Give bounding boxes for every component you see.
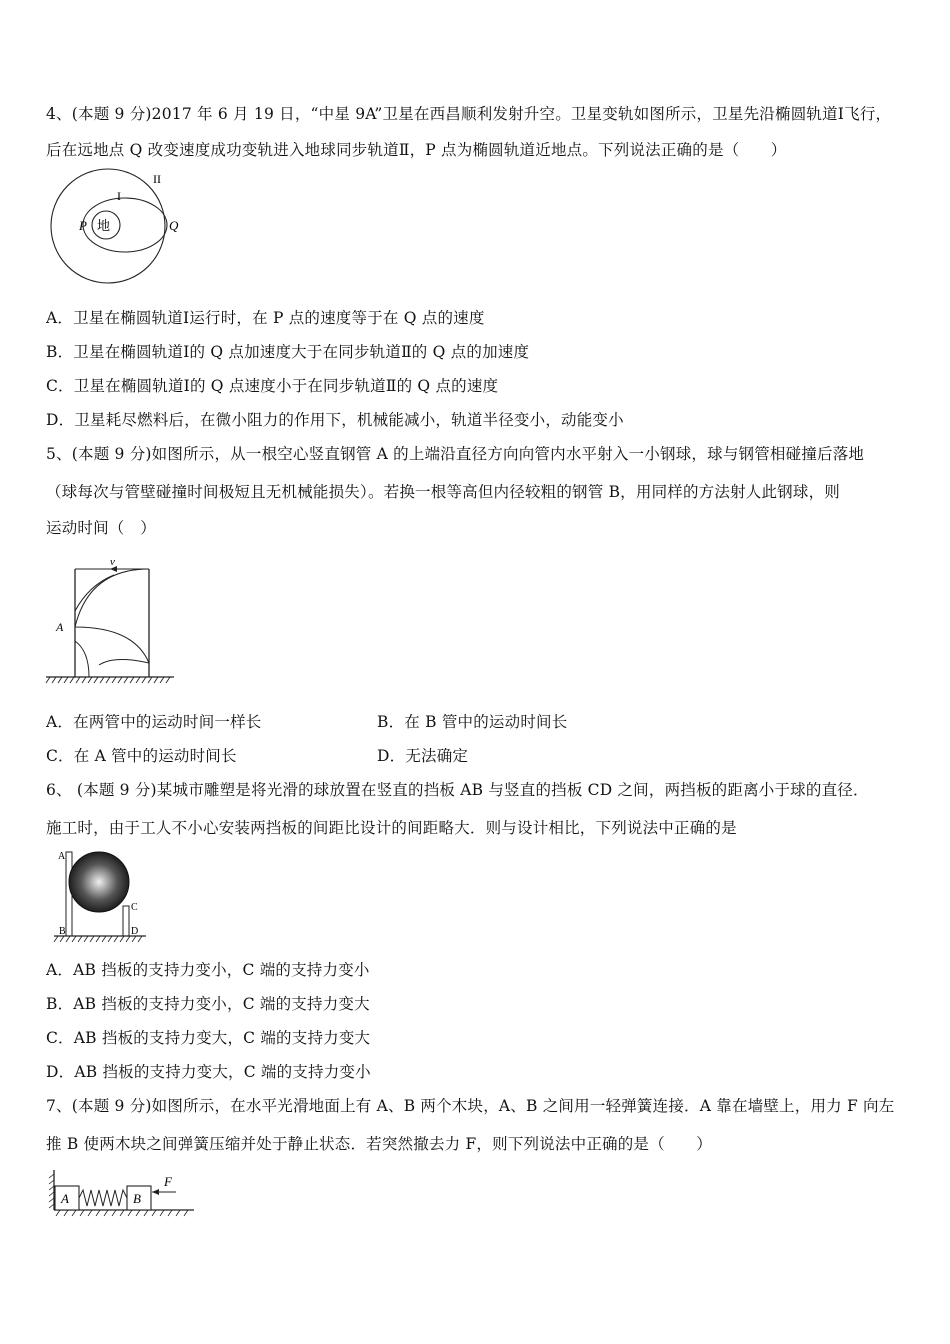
q7-stem-line1: 7、(本题 9 分)如图所示，在水平光滑地面上有 A、B 两个木块，A、B 之间用一轻弹簧连接．A 靠在墙壁上，用力 F 向左 (46, 1097, 895, 1115)
q6-option-a[interactable]: A．AB 挡板的支持力变小，C 端的支持力变小 (46, 961, 370, 979)
q5-stem-line3: 运动时间（ ） (46, 519, 156, 537)
velocity-label: v (110, 556, 115, 568)
wall-hatching (49, 1174, 54, 1208)
q4-stem-line1: 4、(本题 9 分)2017 年 6 月 19 日，“中星 9A”卫星在西昌顺利发射升空。卫星变轨如图所示，卫星先沿椭圆轨道Ⅰ飞行， (46, 105, 892, 123)
elliptical-orbit-i (83, 198, 167, 252)
q7-stem-line2: 推 B 使两木块之间弹簧压缩并处于静止状态．若突然撤去力 F，则下列说法中正确的是（ ） (46, 1135, 712, 1153)
q6-option-c[interactable]: C．AB 挡板的支持力变大，C 端的支持力变大 (46, 1029, 371, 1047)
q6-stem-line2: 施工时，由于工人不小心安装两挡板的间距比设计的间距略大．则与设计相比，下列说法中正确的是 (46, 819, 737, 837)
q5-stem-line1: 5、(本题 9 分)如图所示，从一根空心竖直钢管 A 的上端沿直径方向向管内水平射入一小钢球，球与钢管相碰撞后落地 (46, 445, 865, 463)
force-arrowhead (152, 1189, 159, 1195)
q4-option-a[interactable]: A．卫星在椭圆轨道Ⅰ运行时，在 P 点的速度等于在 Q 点的速度 (46, 309, 485, 327)
q5-stem-line2: （球每次与管壁碰撞时间极短且无机械能损失）。若换一根等高但内径较粗的钢管 B，用同样的方法射人此钢球，则 (46, 483, 840, 501)
plate-cd (123, 906, 129, 936)
q5-option-a[interactable]: A．在两管中的运动时间一样长 (46, 713, 262, 731)
q6-option-d[interactable]: D．AB 挡板的支持力变大，C 端的支持力变小 (46, 1063, 371, 1081)
orbit-i-label: I (117, 189, 121, 203)
point-q-label: Q (169, 218, 179, 233)
q7-spring-figure (48, 1166, 198, 1218)
block-a-label: A (61, 1191, 69, 1206)
q4-orbit-figure (44, 168, 194, 284)
q4-option-b[interactable]: B．卫星在椭圆轨道Ⅰ的 Q 点加速度大于在同步轨道Ⅱ的 Q 点的加速度 (46, 343, 530, 361)
label-c: C (131, 902, 138, 913)
q6-option-b[interactable]: B．AB 挡板的支持力变小，C 端的支持力变大 (46, 995, 370, 1013)
ball-trajectory-upper (75, 575, 114, 611)
q4-option-c[interactable]: C．卫星在椭圆轨道Ⅰ的 Q 点速度小于在同步轨道Ⅱ的 Q 点的速度 (46, 377, 499, 395)
q5-tube-figure (44, 555, 179, 687)
q6-stem-line1: 6、 (本题 9 分)某城市雕塑是将光滑的球放置在竖直的挡板 AB 与竖直的挡板 CD 之间，两挡板的距离小于球的直径． (46, 781, 869, 799)
orbit-ii-label: II (153, 172, 161, 186)
ground-hatching (54, 936, 142, 942)
point-p-label: P (79, 218, 87, 233)
label-b: B (59, 926, 66, 937)
q5-option-c[interactable]: C．在 A 管中的运动时间长 (46, 747, 237, 765)
q5-option-b[interactable]: B．在 B 管中的运动时间长 (377, 713, 568, 731)
earth-label: 地 (97, 218, 111, 233)
q4-stem-line2: 后在远地点 Q 改变速度成功变轨进入地球同步轨道Ⅱ，P 点为椭圆轨道近地点。下列说法正确的是（ ） (46, 141, 787, 159)
tube-a-label: A (56, 620, 64, 634)
ground-hatching (46, 677, 170, 683)
label-d: D (131, 926, 139, 937)
ball (69, 852, 129, 912)
q6-ball-figure (50, 844, 150, 944)
force-label: F (164, 1174, 172, 1189)
q5-option-d[interactable]: D．无法确定 (377, 747, 469, 765)
floor-hatching (56, 1210, 188, 1216)
block-b-label: B (133, 1191, 141, 1206)
q4-option-d[interactable]: D．卫星耗尽燃料后，在微小阻力的作用下，机械能减小，轨道半径变小，动能变小 (46, 411, 624, 429)
label-a: A (58, 851, 66, 862)
ball-trajectory (75, 569, 149, 677)
spring (79, 1190, 127, 1206)
